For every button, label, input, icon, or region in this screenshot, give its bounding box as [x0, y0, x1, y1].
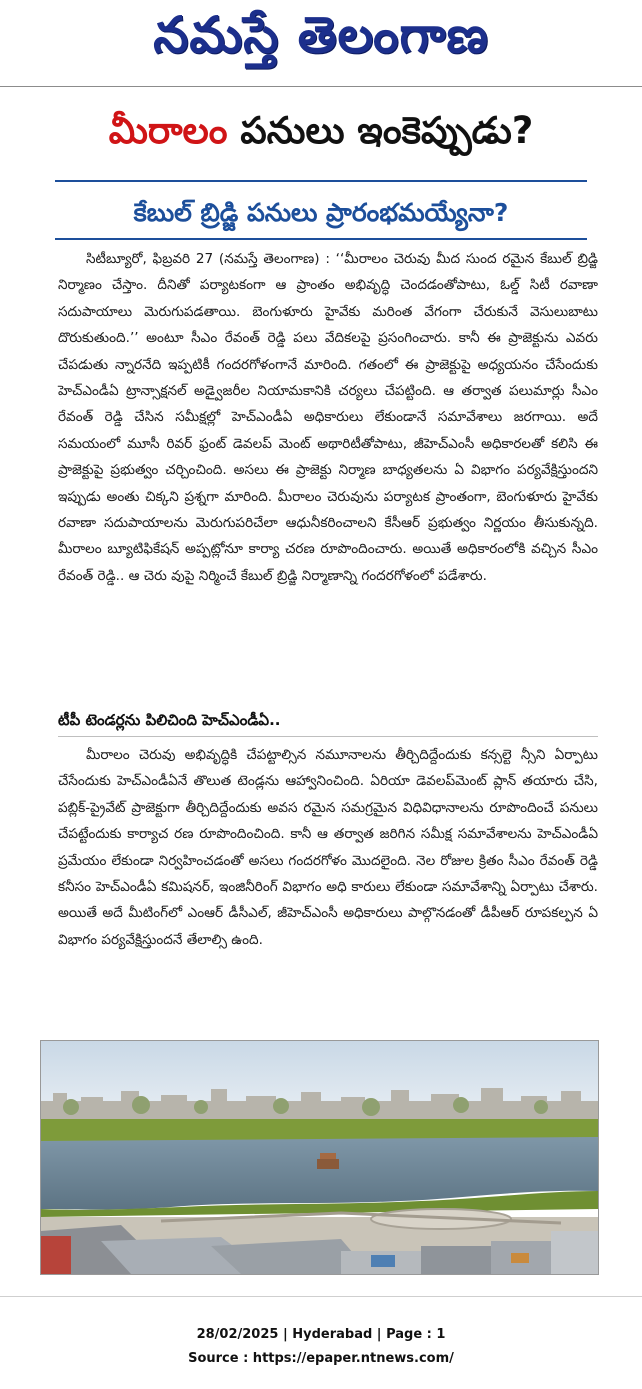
- footer-source-line: Source : https://epaper.ntnews.com/: [188, 1351, 454, 1366]
- masthead-divider: [0, 86, 642, 87]
- headline-rest: పనులు ఇంకెప్పుడు?: [227, 109, 534, 152]
- article-body: [58, 246, 598, 690]
- masthead: [0, 0, 642, 82]
- lake-photo: [40, 1040, 599, 1275]
- footer-date-line: 28/02/2025 | Hyderabad | Page : 1: [196, 1327, 446, 1342]
- headline-highlight: మీరాలం: [108, 109, 228, 152]
- article-paragraph: సిటీబ్యూరో, ఫిబ్రవరి 27 (నమస్తే తెలంగాణ) : ‘‘మీరాలం చెరువు మీద సుంద రమైన కేబుల్ బ్రిడ్జి నిర్మాణం చేస్తాం. దీనితో పర్యాటకంగా ఆ ప్రాంతం అభివృద్ధి చెందడంతోపాటు, ఓల్డ్ సిటీ రవాణా సదుపాయాలు మెరుగుపడతాయి. బెంగుళూరు హైవేకు మరింత వేగంగా చేరుకునే వెసులుబాటు దొరుకుతుంది.’’ అంటూ సీఎం రేవంత్ రెడ్డి పలు వేదికలపై ప్రసంగించారు. కానీ ఈ ప్రాజెక్టును ఎవరు చేపడుతు న్నారనేది ఇప్పటికీ గందరగోళంగానే మారింది. గతంలో ఈ ప్రాజెక్టుపై అధ్యయనం చేసేందుకు హెచ్ఎండీఏ ట్రాన్సాక్షనల్ అడ్వైజరీల నియామకానికి చర్యలు చేపట్టింది. ఆ తర్వాత పలుమార్లు సీఎం రేవంత్ రెడ్డి చేసిన సమీక్షల్లో హెచ్ఎండీఏ అధికారులు లేకుండానే సమావేశాలు జరగాయి. అదే సమయంలో మూసీ రివర్ ఫ్రంట్ డెవలప్ మెంట్ అథారిటీతోపాటు, జీహెచ్ఎంసీ అధికారలతో కలిసి ఈ ప్రాజెక్టుపై ప్రభుత్వం చర్చించింది. అసలు ఈ ప్రాజెక్టు నిర్మాణ బాధ్యతలను ఏ విభాగం పర్యవేక్షిస్తుందని ఇప్పుడు అంతు చిక్కని ప్రశ్నగా మారింది. మీరాలం చెరువును పర్యాటక ప్రాంతంగా, బెంగుళూరు హైవేకు రవాణా సదుపాయాలను మెరుగుపరిచేలా ఆధునీకరించాలని కేసీఆర్ ప్రభుత్వం నిర్ణయం తీసుకున్నది. మీరాలం బ్యూటిఫికేషన్ అప్పట్లోనూ కార్యా చరణ రూపొందించారు. అయితే అధికారంలోకి వచ్చిన సీఎం రేవంత్ రెడ్డి.. ఆ చెరు వుపై నిర్మించే కేబుల్ బ్రిడ్జి నిర్మాణాన్ని గందరగోళంలో పడేశారు.: [58, 251, 598, 584]
- headline: [0, 104, 642, 158]
- section-heading: టీపీ టెండర్లను పిలిచింది హెచ్ఎండీఏ..: [58, 711, 281, 729]
- footer-divider: [0, 1296, 642, 1297]
- newspaper-title: నమస్తే తెలంగాణ: [153, 5, 489, 64]
- subhead-top-rule: [55, 180, 587, 182]
- section-paragraph: మీరాలం చెరువు అభివృద్ధికి చేపట్టాల్సిన నమూనాలను తీర్చిదిద్దేందుకు కన్సల్టె న్సీని ఏర్పాటు చేసేందుకు హెచ్ఎండీఏనే తొలుత టెండ్లను ఆహ్వానించింది. ఏరియా డెవలప్‌మెంట్ ప్లాన్ తయారు చేసి, పబ్లిక్-ప్రైవేట్ ప్రాజెక్టుగా తీర్చిదిద్దేందుకు అవస రమైన సమగ్రమైన విధివిధానాలను రూపొందించే పనులు చేపట్టేందుకు కార్యాచ రణ రూపొందించింది. కానీ ఆ తర్వాత జరిగిన సమీక్ష సమావేశాలను హెచ్ఎండీఏ ప్రమేయం లేకుండా నిర్వహించడంతో అసలు గందరగోళం మొదలైంది. నెల రోజుల క్రితం సీఎం రేవంత్ రెడ్డి కనీసం హెచ్ఎండీఏ కమిషనర్, ఇంజినీరింగ్ విభాగం అధి కారులు లేకుండా సమావేశాన్ని ఏర్పాటు చేశారు. అయితే అదే మీటింగ్‌లో ఎంఆర్ డీసీఎల్, జీహెచ్ఎంసీ అధికారులు పాల్గొనడంతో డీపీఆర్ రూపకల్పన ఏ విభాగం పర్యవేక్షిస్తుందనే తేలాల్సి ఉంది.: [58, 747, 598, 948]
- section-body: [58, 742, 598, 1030]
- subhead-bottom-rule: [55, 238, 587, 240]
- subheadline: కేబుల్ బ్రిడ్జి పనులు ప్రారంభమయ్యేనా?: [133, 198, 509, 227]
- section-divider: [58, 736, 598, 737]
